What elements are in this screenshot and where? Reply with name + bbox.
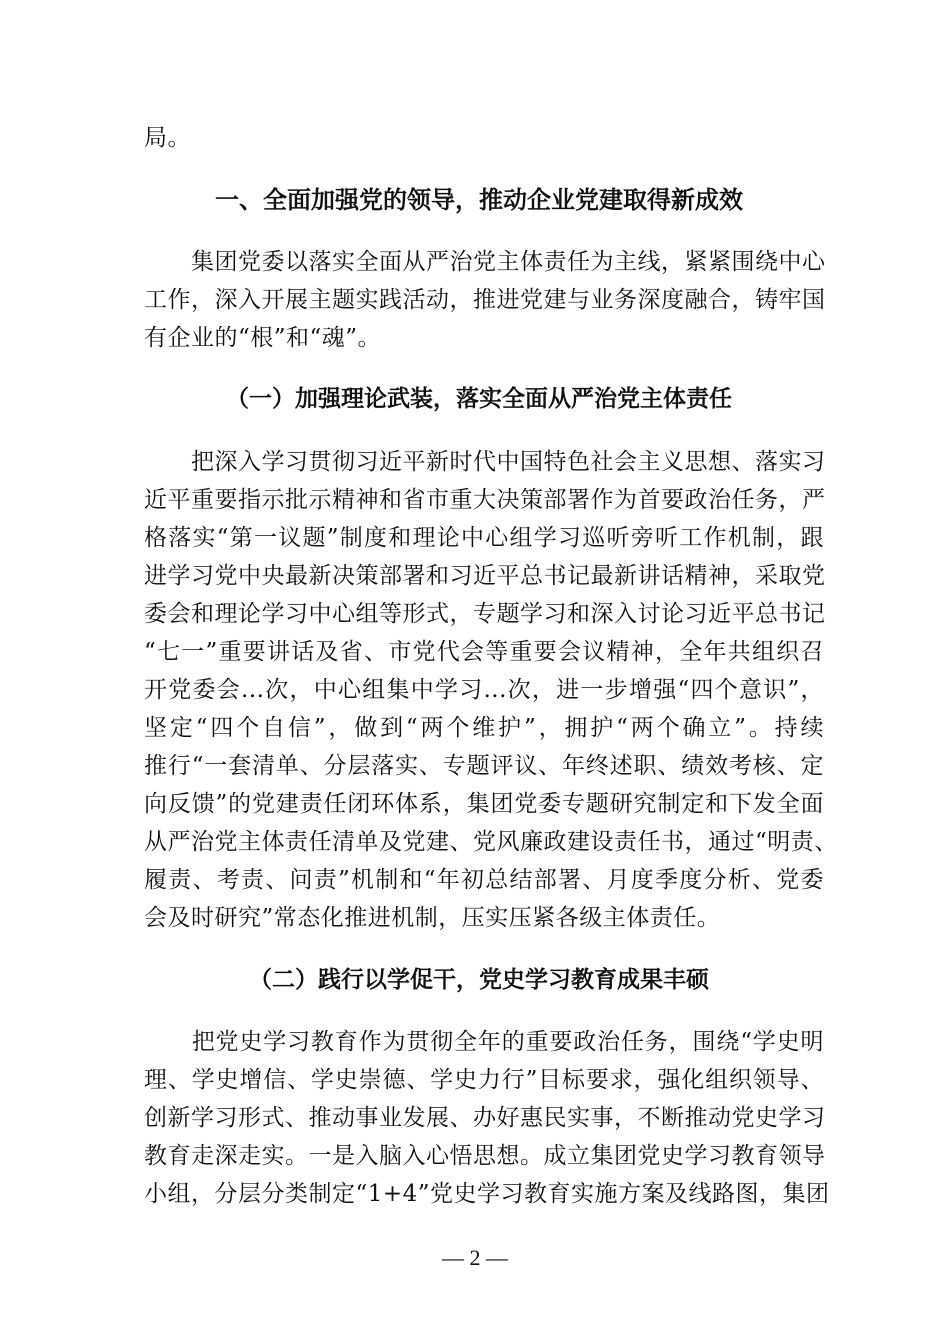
heading-level-1: 一、全面加强党的领导，推动企业党建取得新成效 <box>215 186 743 214</box>
paragraph-line: 会及时研究”常态化推进机制，压实压紧各级主体责任。 <box>144 905 721 931</box>
paragraph-line: 委会和理论学习中心组等形式，专题学习和深入讨论习近平总书记 <box>144 601 826 627</box>
paragraph-line: 集团党委以落实全面从严治党主体责任为主线，紧紧围绕中心 <box>144 249 826 275</box>
paragraph-line: 推行“一套清单、分层落实、专题评议、年终述职、绩效考核、定 <box>144 753 824 779</box>
paragraph-line: 教育走深走实。一是入脑入心悟思想。成立集团党史学习教育领导 <box>144 1143 826 1169</box>
page-number: — 2 — <box>442 1245 508 1270</box>
paragraph-line: 有企业的“根”和“魂”。 <box>144 325 382 351</box>
paragraph-line: 理、学史增信、学史崇德、学史力行”目标要求，强化组织领导、 <box>144 1067 824 1093</box>
paragraph-line: 坚定“四个自信”，做到“两个维护”，拥护“两个确立”。持续 <box>144 715 824 741</box>
paragraph-line: 近平重要指示批示精神和省市重大决策部署作为首要政治任务，严 <box>144 487 826 513</box>
paragraph-line: 向反馈”的党建责任闭环体系，集团党委专题研究制定和下发全面 <box>144 791 824 817</box>
paragraph-line: 创新学习形式、推动事业发展、办好惠民实事，不断推动党史学习 <box>144 1105 826 1131</box>
paragraph-line: 工作，深入开展主题实践活动，推进党建与业务深度融合，铸牢国 <box>144 287 826 313</box>
paragraph-line: 开党委会...次，中心组集中学习...次，进一步增强“四个意识”， <box>144 677 824 703</box>
section-2-heading: （二）践行以学促干，党史学习教育成果丰硕 <box>249 966 709 993</box>
paragraph-line: 把党史学习教育作为贯彻全年的重要政治任务，围绕“学史明 <box>144 1029 824 1055</box>
paragraph-line: 把深入学习贯彻习近平新时代中国特色社会主义思想、落实习 <box>144 449 826 475</box>
paragraph-line: 进学习党中央最新决策部署和习近平总书记最新讲话精神，采取党 <box>144 563 826 589</box>
section-1-heading: （一）加强理论武装，落实全面从严治党主体责任 <box>226 385 732 412</box>
lead-fragment: 局。 <box>144 125 191 151</box>
paragraph-line: 格落实“第一议题”制度和理论中心组学习巡听旁听工作机制，跟 <box>144 525 824 551</box>
paragraph-line: “七一”重要讲话及省、市党代会等重要会议精神，全年共组织召 <box>144 639 824 665</box>
paragraph-line: 从严治党主体责任清单及党建、党风廉政建设责任书，通过“明责、 <box>144 829 838 855</box>
paragraph-line: 小组，分层分类制定“1+4”党史学习教育实施方案及线路图，集团 <box>144 1181 830 1207</box>
paragraph-line: 履责、考责、问责”机制和“年初总结部署、月度季度分析、党委 <box>144 867 824 893</box>
